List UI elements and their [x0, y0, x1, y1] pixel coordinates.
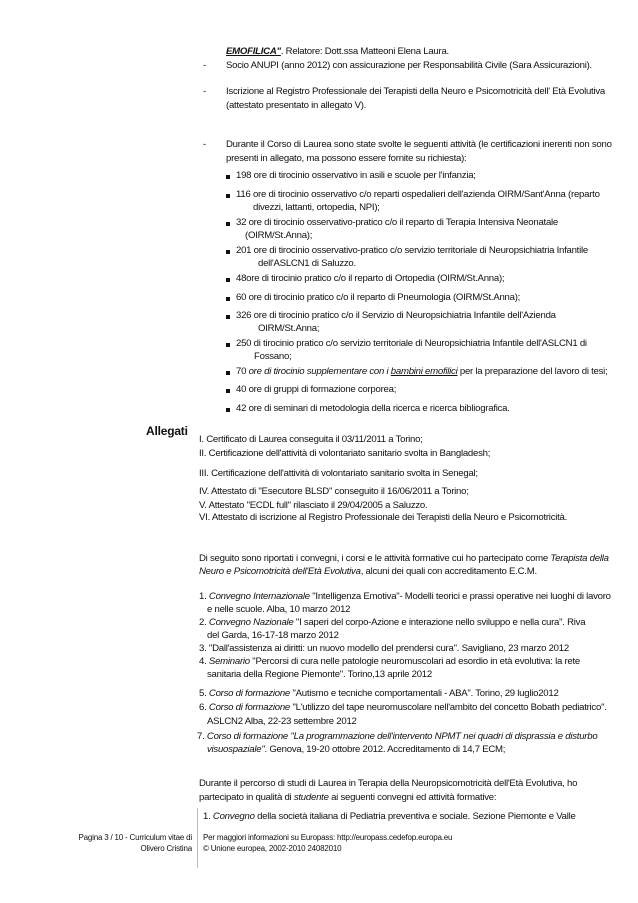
corso-line-1: Durante il Corso di Laurea sono state svolte le seguenti attività (le certificazioni inerenti non sono	[226, 139, 612, 150]
square-bullet-icon	[226, 222, 230, 226]
corso-line-2: presenti in allegato, ma possono essere fornite su richiesta):	[226, 153, 467, 164]
studi-line-1: Durante il percorso di studi di Laurea in Terapia della Neuropsicomotricità dell'Età Evolutiva, ho	[199, 778, 578, 789]
square-bullet-icon	[226, 315, 230, 319]
bullet-item-cont: Fossano;	[254, 351, 292, 362]
square-bullet-icon	[226, 194, 230, 198]
convegno-item-cont: sanitaria della Regione Piemonte". Torino,13 aprile 2012	[207, 669, 432, 680]
bullet-item: 32 ore di tirocinio osservativo-pratico c/o il reparto di Terapia Intensiva Neonatale	[236, 217, 558, 228]
bullet-item-cont: dell'ASLCN1 di Saluzzo.	[258, 258, 356, 269]
square-bullet-icon	[226, 408, 230, 412]
convegno-item: 4. Seminario "Percorsi di cura nelle patologie neuromuscolari ad esordio in età evolutiva: la rete	[199, 656, 581, 667]
convegno-item-cont: ASLCN2 Alba, 22-23 settembre 2012	[207, 716, 357, 727]
iscrizione-line-1: Iscrizione al Registro Professionale dei Terapisti della Neuro e Psicomotricità dell' Età Evolutiva	[226, 86, 605, 97]
column-divider	[197, 808, 198, 868]
bullet-item: 48ore di tirocinio pratico c/o il reparto di Ortopedia (OIRM/St.Anna);	[236, 273, 505, 284]
bullet-item-cont: divezzi, lattanti, ortopedia, NPI);	[253, 202, 380, 213]
convegno-item-cont: e nelle scuole. Alba, 10 marzo 2012	[207, 604, 351, 615]
square-bullet-icon	[226, 297, 230, 301]
studi-line-2: partecipato in qualità di studente ai seguenti convegni ed attività formative:	[199, 792, 497, 803]
footer-europass	[203, 832, 452, 854]
convegno-item-cont: del Garda, 16-17-18 marzo 2012	[207, 630, 339, 641]
square-bullet-icon	[226, 389, 230, 393]
square-bullet-icon	[226, 175, 230, 179]
allegato-item: III. Certificazione dell'attività di volontariato sanitario svolta in Senegal;	[199, 468, 478, 479]
convegno-item: 6. Corso di formazione "L'utilizzo del tape neuromuscolare nell'ambito del concetto Bobath pediatrico".	[199, 702, 607, 713]
bullet-item: 198 ore di tirocinio osservativo in asili e scuole per l'infanzia;	[236, 170, 476, 181]
emofilica-line: EMOFILICA". Relatore: Dott.ssa Matteoni Elena Laura.	[226, 46, 449, 57]
allegato-item: II. Certificazione dell'attività di volontariato sanitario svolta in Bangladesh;	[199, 448, 491, 459]
convegni-intro-line-1: Di seguito sono riportati i convegni, i corsi e le attività formative cui ho partecipato come Terapista della	[199, 553, 609, 564]
bullet-item-cont: (OIRM/St.Anna);	[245, 230, 313, 241]
bullet-item: 40 ore di gruppi di formazione corporea;	[236, 384, 397, 395]
anupi-text: Socio ANUPI (anno 2012) con assicurazione per Responsabilità Civile (Sara Assicurazioni).	[226, 60, 592, 71]
convegno-item: 2. Convegno Nazionale "I saperi del corpo-Azione e interazione nello sviluppo e nella cura". Riva	[199, 617, 586, 628]
convegno-item: 5. Corso di formazione "Autismo e tecniche comportamentali - ABA". Torino, 29 luglio2012	[199, 688, 559, 699]
footer-copyright: © Unione europea, 2002-2010 24082010	[203, 844, 342, 853]
footer-europass-link[interactable]: Per maggiori informazioni su Europass: http://europass.cedefop.europa.eu	[203, 833, 453, 842]
bullet-item: 116 ore di tirocinio osservativo c/o reparti ospedalieri dell'azienda OIRM/Sant'Anna (reparto	[236, 189, 600, 200]
footer-page-number: Pagina 3 / 10 - Curriculum vitae di	[78, 833, 192, 842]
convegno-item: 1. Convegno Internazionale "Intelligenza Emotiva"- Modelli teorici e prassi operative nei luoghi di lavoro	[199, 591, 611, 602]
square-bullet-icon	[226, 278, 230, 282]
square-bullet-icon	[226, 371, 230, 375]
bullet-item: 60 ore di tirocinio pratico c/o il reparto di Pneumologia (OIRM/St.Anna);	[236, 292, 521, 303]
dash-bullet: -	[203, 139, 207, 150]
allegati-heading: Allegati	[146, 424, 188, 438]
footer-author: Olivero Cristina	[140, 844, 192, 853]
allegato-item: IV. Attestato di "Esecutore BLSD" conseguito il 16/06/2011 a Torino;	[199, 486, 469, 497]
bullet-item: 326 ore di tirocinio pratico c/o il Servizio di Neuropsichiatria Infantile dell'Azienda	[236, 310, 556, 321]
allegato-item: V. Attestato "ECDL full" rilasciato il 29/04/2005 a Saluzzo.	[199, 500, 428, 511]
studi-item: 1. Convegno della società italiana di Pediatria preventiva e sociale. Sezione Piemonte e Valle	[203, 811, 576, 822]
convegni-intro-line-2: Neuro e Psicomotricità dell'Età Evolutiva, alcuni dei quali con accreditamento E.C.M.	[199, 566, 537, 577]
dash-bullet: -	[203, 60, 207, 71]
allegato-item: VI. Attestato di iscrizione al Registro Professionale dei Terapisti della Neuro e Psicomotricità.	[199, 512, 568, 523]
dash-bullet: -	[203, 86, 207, 97]
iscrizione-line-2: (attestato presentato in allegato V).	[226, 100, 367, 111]
footer-page-info	[0, 832, 192, 854]
bullet-item: 42 ore di seminari di metodologia della ricerca e ricerca bibliografica.	[236, 403, 510, 414]
bullet-item-emofilici: 70 ore di tirocinio supplementare con i bambini emofilici per la preparazione del lavoro di tesi;	[236, 366, 608, 377]
bullet-item: 250 di tirocinio pratico c/o servizio territoriale di Neuropsichiatria Infantile dell'ASLCN1 di	[236, 338, 587, 349]
bullet-item: 201 ore di tirocinio osservativo-pratico c/o servizio territoriale di Neuropsichiatria Infantile	[236, 245, 588, 256]
convegno-item: 7. Corso di formazione "La programmazione dell'intervento NPMT nei quadri di disprassia e disturbo	[197, 731, 598, 742]
square-bullet-icon	[226, 250, 230, 254]
square-bullet-icon	[226, 343, 230, 347]
convegno-item: 3. "Dall'assistenza ai diritti: un nuovo modello del prendersi cura". Savigliano, 23 marzo 2012	[199, 643, 569, 654]
convegno-item-cont: visuospaziale". Genova, 19-20 ottobre 2012. Accreditamento di 14,7 ECM;	[207, 744, 506, 755]
allegato-item: I. Certificato di Laurea conseguita il 03/11/2011 a Torino;	[199, 434, 423, 445]
bullet-item-cont: OIRM/St.Anna;	[258, 323, 320, 334]
